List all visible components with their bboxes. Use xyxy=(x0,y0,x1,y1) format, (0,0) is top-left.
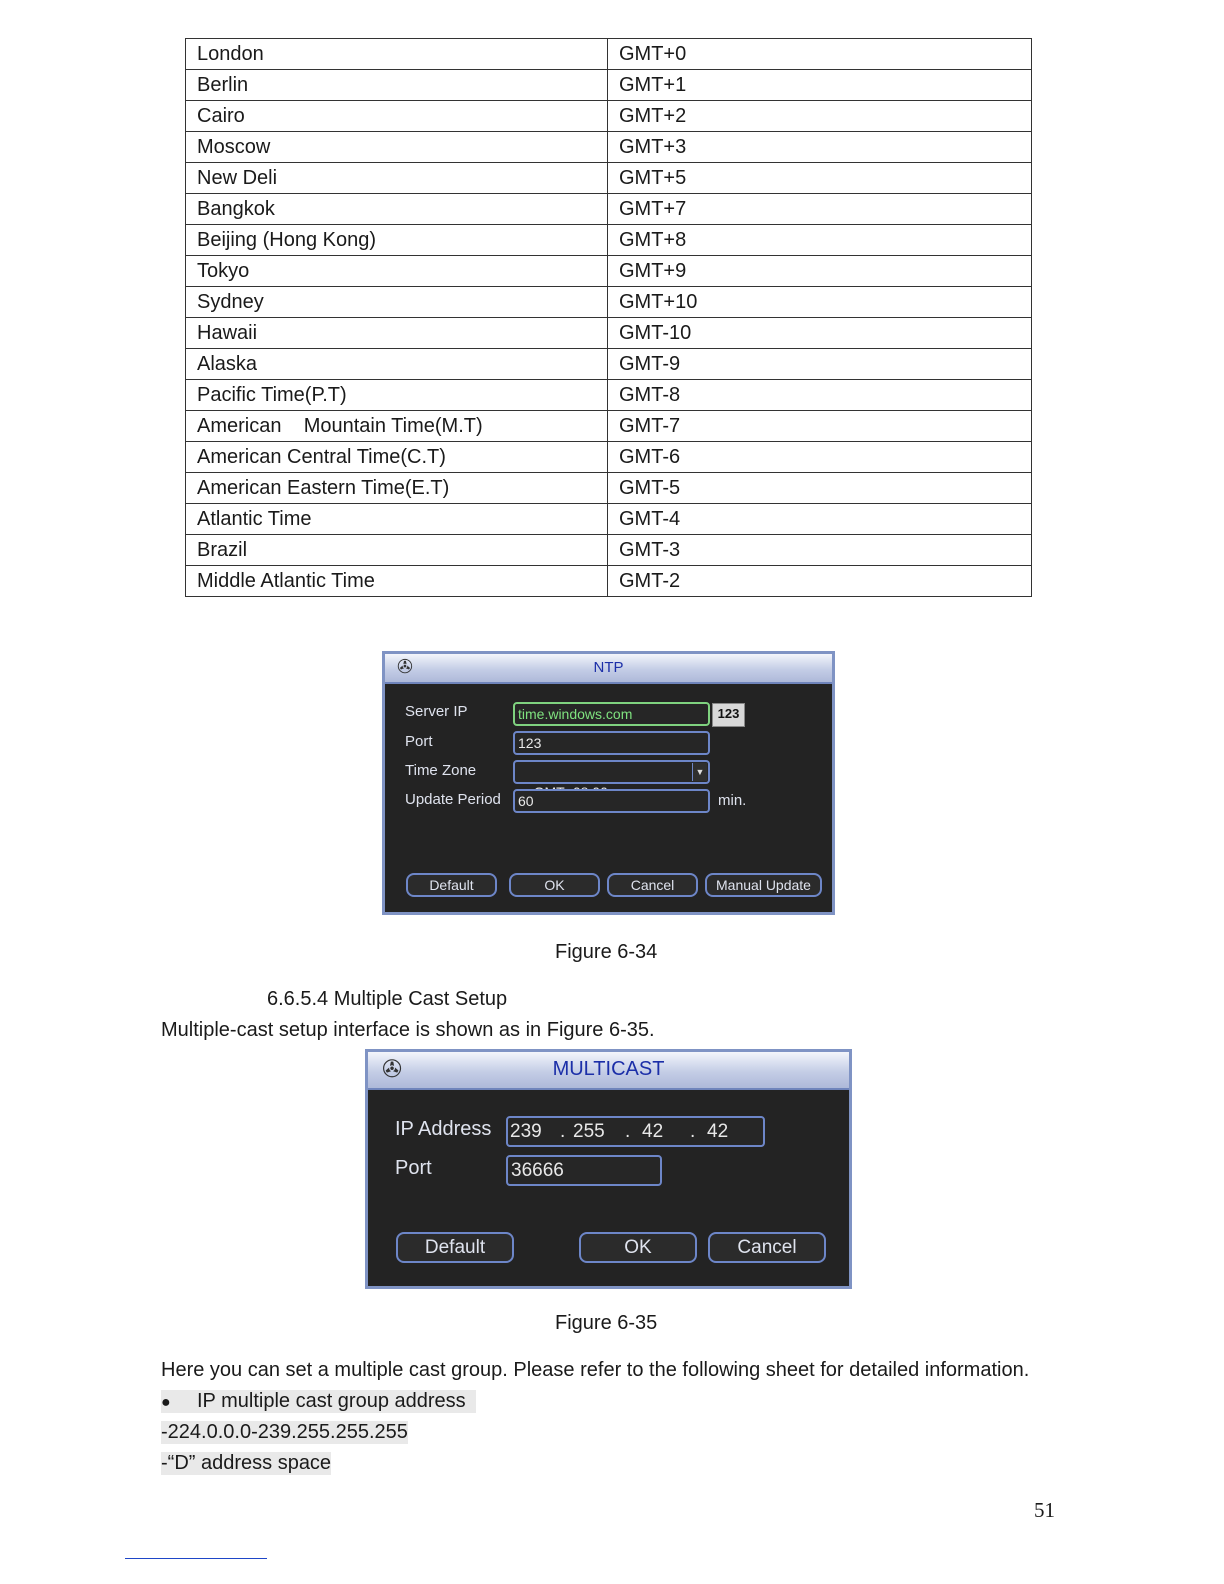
city-cell: Sydney xyxy=(186,287,608,318)
table-row xyxy=(186,473,1032,504)
gmt-offset-cell: GMT+1 xyxy=(608,70,1032,101)
default-button[interactable]: Default xyxy=(406,873,497,897)
ntp-dialog xyxy=(382,651,835,915)
table-row xyxy=(186,380,1032,411)
cancel-button[interactable]: Cancel xyxy=(607,873,698,897)
ok-button[interactable]: OK xyxy=(579,1232,697,1263)
figure-caption: Figure 6-35 xyxy=(555,1312,658,1334)
app-logo-icon: ✇ xyxy=(382,1056,403,1083)
city-cell: Hawaii xyxy=(186,318,608,349)
multicast-title-bar xyxy=(368,1052,849,1090)
page-number: 51 xyxy=(1034,1498,1055,1522)
address-space-note: -“D” address space xyxy=(161,1452,332,1474)
multicast-dialog xyxy=(365,1049,852,1289)
gmt-offset-cell: GMT+10 xyxy=(608,287,1032,318)
gmt-offset-cell: GMT+7 xyxy=(608,194,1032,225)
footer-rule xyxy=(125,1558,267,1559)
ip-octet[interactable]: 255 xyxy=(573,1121,605,1142)
section-heading: 6.6.5.4 Multiple Cast Setup xyxy=(267,988,508,1010)
ip-address-input[interactable] xyxy=(506,1116,765,1147)
table-row xyxy=(186,101,1032,132)
gmt-offset-cell: GMT+3 xyxy=(608,132,1032,163)
default-button[interactable]: Default xyxy=(396,1232,514,1263)
ntp-title-bar xyxy=(385,654,832,684)
time-zone-select[interactable] xyxy=(513,760,710,784)
table-row xyxy=(186,256,1032,287)
server-ip-label: Server IP xyxy=(405,703,468,720)
update-period-input[interactable]: 60 xyxy=(513,789,710,813)
time-zone-label: Time Zone xyxy=(405,762,477,779)
address-range: -224.0.0.0-239.255.255.255 xyxy=(161,1421,408,1443)
gmt-offset-cell: GMT-7 xyxy=(608,411,1032,442)
table-row xyxy=(186,442,1032,473)
update-period-label: Update Period xyxy=(405,791,501,808)
gmt-offset-cell: GMT-2 xyxy=(608,566,1032,597)
multicast-title: MULTICAST xyxy=(552,1058,665,1080)
table-row xyxy=(186,318,1032,349)
gmt-offset-cell: GMT-4 xyxy=(608,504,1032,535)
keyboard-icon[interactable]: 123 xyxy=(712,703,745,727)
table-row xyxy=(186,566,1032,597)
city-cell: American Mountain Time(M.T) xyxy=(186,411,608,442)
update-period-unit: min. xyxy=(718,792,747,809)
figure-caption: Figure 6-34 xyxy=(555,941,658,963)
ip-address-label: IP Address xyxy=(395,1118,492,1140)
city-cell: Cairo xyxy=(186,101,608,132)
bullet-icon: ● xyxy=(161,1394,171,1411)
manual-update-button[interactable]: Manual Update xyxy=(705,873,822,897)
city-cell: American Central Time(C.T) xyxy=(186,442,608,473)
bullet-text: IP multiple cast group address xyxy=(197,1390,466,1412)
table-row xyxy=(186,39,1032,70)
table-row xyxy=(186,225,1032,256)
gmt-offset-cell: GMT-6 xyxy=(608,442,1032,473)
city-cell: London xyxy=(186,39,608,70)
city-cell: Middle Atlantic Time xyxy=(186,566,608,597)
city-cell: American Eastern Time(E.T) xyxy=(186,473,608,504)
city-cell: Moscow xyxy=(186,132,608,163)
ip-separator: . xyxy=(625,1121,631,1142)
gmt-offset-cell: GMT+5 xyxy=(608,163,1032,194)
bullet-item xyxy=(161,1390,476,1413)
gmt-offset-cell: GMT-10 xyxy=(608,318,1032,349)
cancel-button[interactable]: Cancel xyxy=(708,1232,826,1263)
timezone-table xyxy=(185,38,1032,597)
ip-octet[interactable]: 42 xyxy=(707,1121,729,1142)
table-row xyxy=(186,535,1032,566)
table-row xyxy=(186,287,1032,318)
gmt-offset-cell: GMT+0 xyxy=(608,39,1032,70)
ntp-title: NTP xyxy=(593,659,624,676)
ip-separator: . xyxy=(560,1121,566,1142)
table-row xyxy=(186,504,1032,535)
ip-separator: . xyxy=(690,1121,696,1142)
city-cell: Berlin xyxy=(186,70,608,101)
gmt-offset-cell: GMT-5 xyxy=(608,473,1032,504)
port-label: Port xyxy=(395,1157,432,1179)
port-input[interactable]: 36666 xyxy=(506,1155,662,1186)
gmt-offset-cell: GMT-3 xyxy=(608,535,1032,566)
ip-octet[interactable]: 239 xyxy=(510,1121,542,1142)
server-ip-input[interactable]: time.windows.com xyxy=(513,702,710,726)
ip-octet[interactable]: 42 xyxy=(642,1121,664,1142)
table-row xyxy=(186,70,1032,101)
port-input[interactable]: 123 xyxy=(513,731,710,755)
table-row xyxy=(186,411,1032,442)
port-label: Port xyxy=(405,733,433,750)
city-cell: Bangkok xyxy=(186,194,608,225)
city-cell: Brazil xyxy=(186,535,608,566)
gmt-offset-cell: GMT-9 xyxy=(608,349,1032,380)
gmt-offset-cell: GMT-8 xyxy=(608,380,1032,411)
body-paragraph: Here you can set a multiple cast group. Please refer to the following sheet for detailed information. xyxy=(161,1359,1030,1381)
gmt-offset-cell: GMT+2 xyxy=(608,101,1032,132)
city-cell: Beijing (Hong Kong) xyxy=(186,225,608,256)
table-row xyxy=(186,132,1032,163)
city-cell: Pacific Time(P.T) xyxy=(186,380,608,411)
gmt-offset-cell: GMT+9 xyxy=(608,256,1032,287)
city-cell: Tokyo xyxy=(186,256,608,287)
chevron-down-icon[interactable]: ▼ xyxy=(692,763,707,781)
gmt-offset-cell: GMT+8 xyxy=(608,225,1032,256)
section-intro: Multiple-cast setup interface is shown as in Figure 6-35. xyxy=(161,1019,655,1041)
table-row xyxy=(186,349,1032,380)
city-cell: New Deli xyxy=(186,163,608,194)
app-logo-icon: ✇ xyxy=(397,657,413,678)
city-cell: Atlantic Time xyxy=(186,504,608,535)
city-cell: Alaska xyxy=(186,349,608,380)
table-row xyxy=(186,194,1032,225)
ok-button[interactable]: OK xyxy=(509,873,600,897)
table-row xyxy=(186,163,1032,194)
